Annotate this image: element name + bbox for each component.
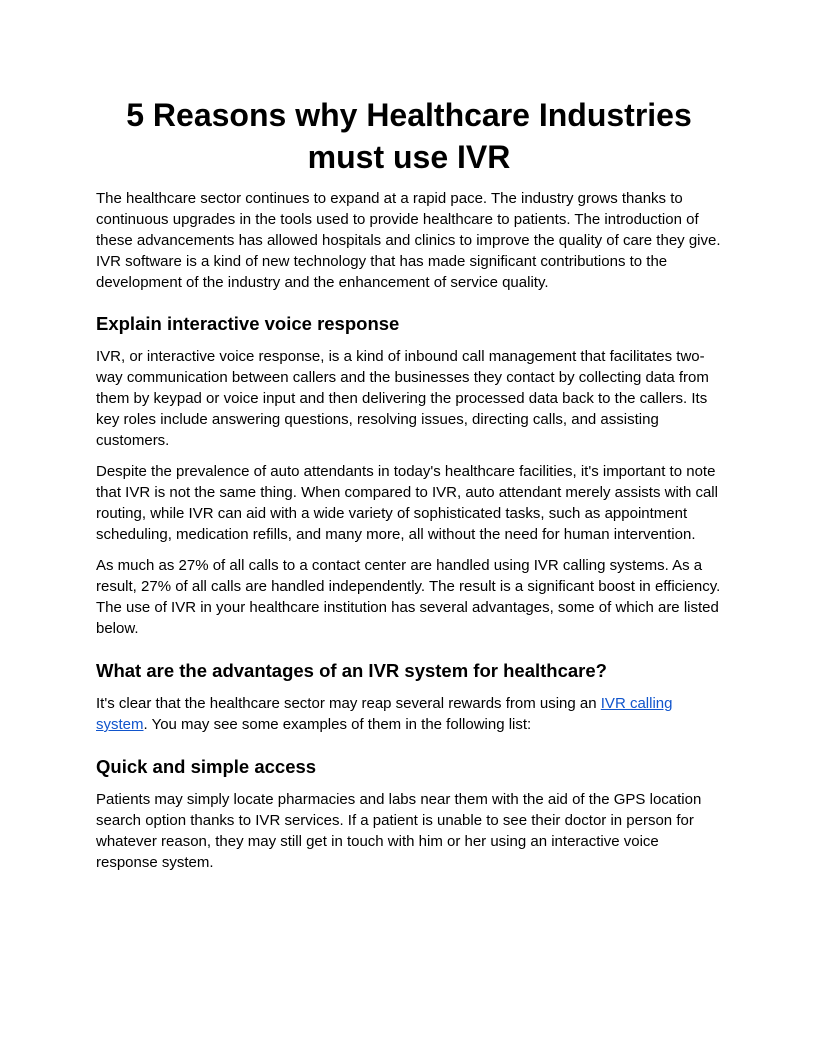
- document-title: 5 Reasons why Healthcare Industries must use IVR: [126, 97, 692, 175]
- paragraph-quick-access: Patients may simply locate pharmacies and labs near them with the aid of the GPS location search option thanks to IVR services. If a patient is unable to see their doctor in person for whatever reason, they may still get in touch with him or her using an interactive voice response system.: [96, 791, 702, 871]
- paragraph-auto-attendant: Despite the prevalence of auto attendants in today's healthcare facilities, it's important to note that IVR is not the same thing. When compared to IVR, auto attendant merely assists with call routing, while IVR can aid with a wide variety of sophisticated tasks, such as appointment scheduling, medication refills, and many more, all without the need for human intervention.: [96, 463, 718, 543]
- section-heading-advantages: What are the advantages of an IVR system for healthcare?: [96, 660, 607, 681]
- paragraph-call-statistics: As much as 27% of all calls to a contact center are handled using IVR calling systems. As a result, 27% of all calls are handled independently. The result is a significant boost in efficiency. The use of IVR in your healthcare institution has several advantages, some of which are listed below.: [96, 557, 721, 637]
- ivr-calling-system-link[interactable]: IVR calling system: [96, 695, 673, 733]
- section-heading-explain-ivr: Explain interactive voice response: [96, 313, 400, 334]
- intro-paragraph: The healthcare sector continues to expand at a rapid pace. The industry grows thanks to continuous upgrades in the tools used to provide healthcare to patients. The introduction of these advancements has allowed hospitals and clinics to improve the quality of care they give. IVR software is a kind of new technology that has made significant contributions to the development of the industry and the enhancement of service quality.: [96, 190, 721, 291]
- advantages-text-after-link: . You may see some examples of them in the following list:: [143, 716, 532, 733]
- paragraph-ivr-definition: IVR, or interactive voice response, is a kind of inbound call management that facilitates two-way communication between callers and the businesses they contact by collecting data from them by keypad or voice input and then delivering the processed data back to the callers. Its key roles include answering questions, resolving issues, directing calls, and assisting customers.: [96, 348, 709, 449]
- section-heading-quick-access: Quick and simple access: [96, 756, 317, 777]
- paragraph-advantages-intro: [96, 693, 722, 735]
- document-page: [96, 94, 722, 883]
- advantages-text-before-link: It's clear that the healthcare sector may reap several rewards from using an: [96, 695, 601, 712]
